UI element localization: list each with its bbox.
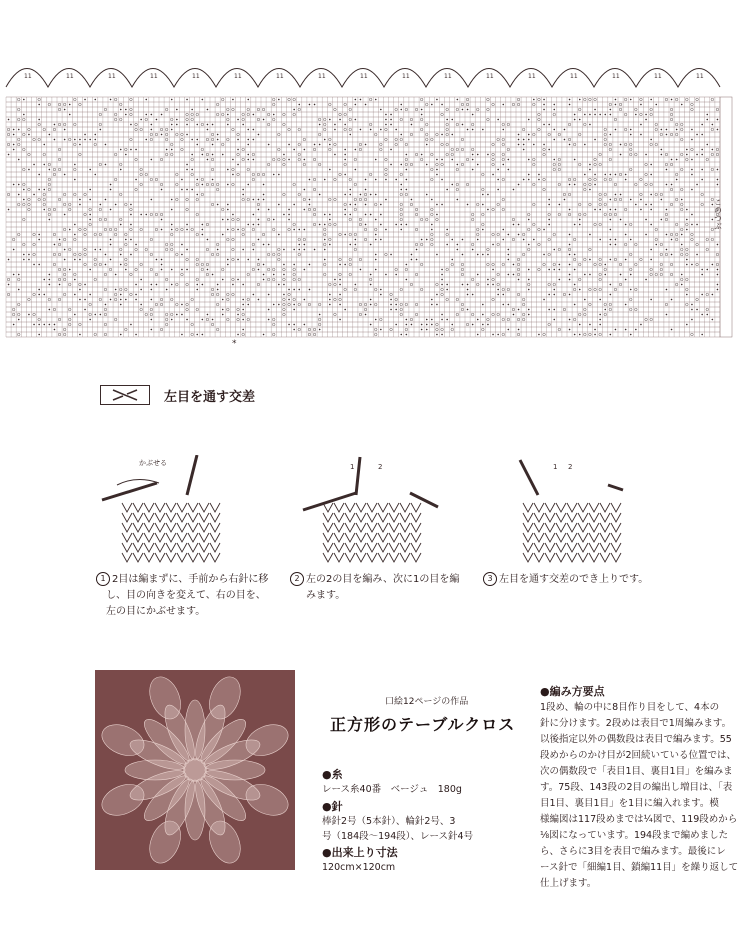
reference-note: 口絵12ページの作品 (385, 697, 469, 707)
step-1-caption: 1 2目は編まずに、手前から右針に移 し、目の向きを変えて、右の目を、 左の目にかぶせます。 (96, 572, 271, 620)
method-line: ⅛図になっています。194段まで編めました (540, 830, 729, 841)
size-value: 120cm×120cm (322, 862, 396, 873)
method-line: 目1目、裏目1目」を1目に編入れます。模 (540, 798, 719, 809)
illustration-step-3 (498, 455, 658, 570)
svg-text:11: 11 (612, 73, 620, 80)
step-number: 1 (96, 572, 110, 586)
method-heading: ●編み方要点 (540, 685, 605, 698)
symbol-heading (100, 385, 255, 405)
svg-text:11: 11 (108, 73, 116, 80)
svg-text:11: 11 (444, 73, 452, 80)
svg-text:11: 11 (486, 73, 494, 80)
needle-value-2: 号（184段〜194段）、レース針4号 (322, 831, 474, 842)
svg-text:11: 11 (654, 73, 662, 80)
bottom-marker: * (232, 339, 237, 345)
yarn-value: レース糸40番 ベージュ 180g (322, 784, 462, 795)
method-line: 1段め、輪の中に8目作り目をして、4本の (540, 702, 720, 713)
svg-text:1: 1 (553, 463, 558, 471)
method-section (540, 684, 745, 892)
method-line: 次の偶数段で「表目1目、裏目1目」を編みま (540, 766, 733, 777)
method-line: す。75段、143段の2目の編出し増目は、「表 (540, 782, 733, 793)
svg-text:11: 11 (24, 73, 32, 80)
step-number: 3 (483, 572, 497, 586)
needle-value-1: 棒針2号（5本針）、輪針2号、3 (322, 816, 456, 827)
step-3-caption: 3 左目を通す交差のでき上りです。 (483, 572, 663, 588)
method-line: 仕上げます。 (540, 878, 597, 889)
step-number: 2 (290, 572, 304, 586)
cross-symbol-icon (100, 385, 150, 405)
svg-text:11: 11 (66, 73, 74, 80)
method-line: 針に分けます。2段めは表目で1周編みます。 (540, 718, 732, 729)
tablecloth-photo (95, 670, 295, 870)
svg-text:2: 2 (378, 463, 383, 471)
method-line: 段めからのかけ目が2回続いている位置では、 (540, 750, 737, 761)
svg-text:11: 11 (360, 73, 368, 80)
step-2-caption: 2 左の2の目を編み、次に1の目を編 みます。 (290, 572, 470, 604)
method-line: 以後指定以外の偶数段は表目で編みます。55 (540, 734, 732, 745)
knitting-chart (0, 0, 750, 345)
svg-text:11: 11 (192, 73, 200, 80)
svg-text:かぶせる: かぶせる (139, 459, 167, 467)
svg-text:11: 11 (318, 73, 326, 80)
svg-text:11: 11 (528, 73, 536, 80)
method-line: ら、さらに3目を表目で編みます。最後にレ (540, 846, 726, 857)
svg-text:11: 11 (276, 73, 284, 80)
size-heading: ●出来上り寸法 (322, 846, 398, 859)
chart-grid (6, 97, 732, 337)
work-title: 正方形のテーブルクロス (330, 715, 516, 734)
svg-text:11: 11 (402, 73, 410, 80)
svg-text:11: 11 (570, 73, 578, 80)
yarn-heading: ●糸 (322, 768, 343, 781)
method-line: ース針で「細編1目、鎖編11目」を繰り返して (540, 862, 739, 873)
method-line: 様編図は117段めまでは¼図で、119段めから (540, 814, 738, 825)
svg-text:1: 1 (350, 463, 355, 471)
illustration-step-1 (97, 455, 257, 570)
svg-text:11: 11 (234, 73, 242, 80)
scallop-edge (6, 69, 720, 88)
svg-text:11: 11 (696, 73, 704, 80)
method-text (540, 700, 745, 892)
svg-text:2: 2 (568, 463, 573, 471)
needle-heading: ●針 (322, 800, 343, 813)
side-marker: このつぶ (713, 198, 723, 230)
svg-text:11: 11 (150, 73, 158, 80)
illustration-step-2 (298, 455, 458, 570)
symbol-title: 左目を通す交差 (164, 389, 256, 405)
